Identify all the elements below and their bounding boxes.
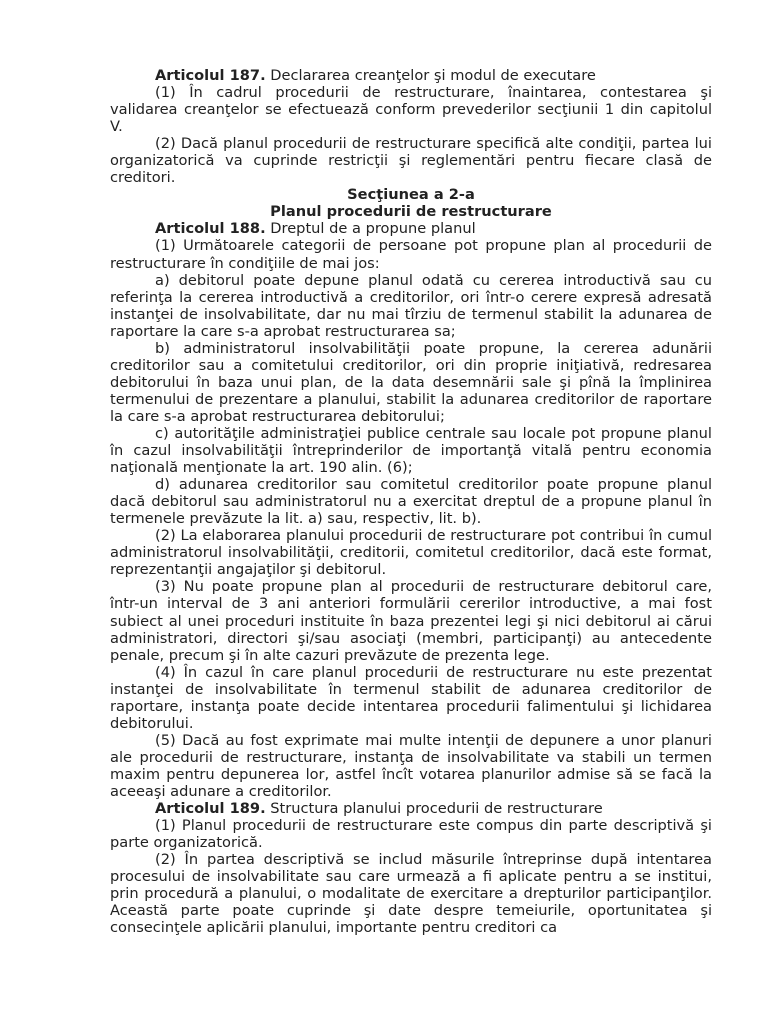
article-188-paragraph-2: (2) La elaborarea planului procedurii de restructurare pot contribui în cumul administratorul insolvabilităţii, creditorii, comitetul creditorilor, dacă este format, reprezentanţii angajaţilor şi debitorul.	[110, 527, 712, 579]
article-187-label: Articolul 187.	[155, 67, 266, 84]
section-title: Planul procedurii de restructurare	[270, 203, 552, 221]
article-189-label: Articolul 189.	[155, 800, 266, 818]
article-188-heading	[110, 220, 712, 237]
article-188-item-c: c) autorităţile administraţiei publice centrale sau locale pot propune planul în cazul insolvabilităţii întreprinderilor de importanţă vitală pentru economia naţională menţionate la art. 190 alin. (6);	[110, 424, 712, 477]
article-187-heading	[110, 67, 712, 84]
article-188-item-d: d) adunarea creditorilor sau comitetul creditorilor poate propune planul dacă debitorul sau administratorul nu a exercitat dreptul de a propune planul în termenele prevăzute la lit. a) sau, respectiv, lit. b).	[110, 476, 712, 528]
article-188-item-a: a) debitorul poate depune planul odată cu cererea introductivă sau cu referinţa la cererea introductivă a creditorilor, ori într-o cerere expresă adresată instanţei de insolvabilitate, dar nu mai tîrziu de termenul stabilit la adunarea de raportare la care s-a aprobat restructurarea sa;	[110, 271, 712, 340]
article-189-paragraph-1: (1) Planul procedurii de restructurare este compus din parte descriptivă şi parte organizatorică.	[110, 817, 712, 852]
article-188-label: Articolul 188.	[155, 220, 266, 238]
section-heading: Secţiunea a 2-a	[347, 186, 475, 204]
article-188-title: Dreptul de a propune planul	[265, 220, 476, 238]
article-188-paragraph-5: (5) Dacă au fost exprimate mai multe intenţii de depunere a unor planuri ale procedurii de restructurare, instanţa de insolvabilitate va stabili un termen maxim pentru depunerea lor, astfel încît votarea planurilor admise să se facă la aceeaşi adunare a creditorilor.	[110, 731, 712, 800]
article-187-paragraph-1: (1) În cadrul procedurii de restructurare, înaintarea, contestarea şi validarea creanţelor se efectuează conform prevederilor secţiunii 1 din capitolul V.	[110, 84, 712, 136]
article-189-paragraph-2: (2) În partea descriptivă se includ măsurile întreprinse după intentarea procesului de insolvabilitate sau care urmează a fi aplicate pentru a se institui, prin procedură a planului, o modalitate de exercitare a drepturilor participanţilor. Această parte poate cuprinde şi date despre temeiurile, oportunitatea şi consecinţele aplicării planului, importante pentru creditori ca	[110, 851, 712, 937]
article-188-item-b: b) administratorul insolvabilităţii poate propune, la cererea adunării creditorilor sau a comitetului creditorilor, ori din proprie iniţiativă, redresarea debitorului în baza unui plan, de la data desemnării sale şi pînă la împlinirea termenului de prezentare a planului, stabilit la adunarea creditorilor de raportare la care s-a aprobat restructurarea debitorului;	[110, 339, 712, 425]
article-189-title: Structura planului procedurii de restructurare	[265, 800, 603, 818]
article-188-paragraph-1: (1) Următoarele categorii de persoane pot propune plan al procedurii de restructurare în condiţiile de mai jos:	[110, 237, 712, 272]
article-189-heading	[110, 800, 712, 817]
article-187-title: Declararea creanţelor şi modul de executare	[265, 67, 596, 84]
article-188-paragraph-4: (4) În cazul în care planul procedurii de restructurare nu este prezentat instanţei de insolvabilitate în termenul stabilit de adunarea creditorilor de raportare, instanţa poate decide intentarea procedurii falimentului şi lichidarea debitorului.	[110, 663, 712, 732]
article-187-paragraph-2: (2) Dacă planul procedurii de restructurare specifică alte condiţii, partea lui organizatorică va cuprinde restricţii şi reglementări pentru fiecare clasă de creditori.	[110, 135, 712, 187]
article-188-paragraph-3: (3) Nu poate propune plan al procedurii de restructurare debitorul care, într-un interval de 3 ani anteriori formulării cererilor introductive, a mai fost subiect al unei proceduri instituite în baza prezentei legi şi nici debitorul ai cărui administratori, directori şi/sau asociaţi (membri, participanţi) au antecedente penale, precum şi în alte cazuri prevăzute de prezenta lege.	[110, 578, 712, 664]
